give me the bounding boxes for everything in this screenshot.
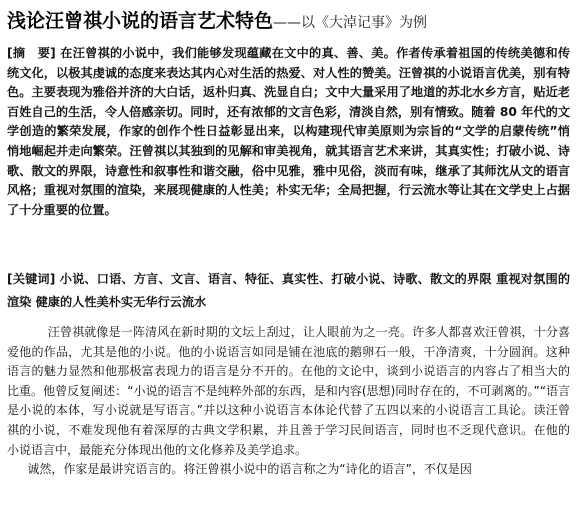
article-title — [7, 6, 572, 34]
keywords-block — [7, 268, 570, 314]
abstract-text: 在汪曾祺的小说中，我们能够发现蕴藏在文中的真、善、美。作者传承着祖国的传统美德和传统文化，以极其虔诚的态度来表达其内心对生活的热爱、对人性的赞美。汪曾祺的小说语言优美，别有特色。主要表现为雅俗并济的大白话，返朴归真、洗显自白；文中大量采用了地道的苏北水乡方言，贴近老百姓自己的生活，令人倍感亲切。同时，还有浓郁的文言色彩，清淡自然，别有情致。随着 80 年代的文学创造的繁荣发展，作家的创作个性日益彰显出来，以构建现代审美原则为宗旨的“文学的启蒙传统”悄悄地崛起并走向繁荣。汪曾祺以其独到的见解和审美视角，就其语言艺术来讲，其真实性；打破小说、诗歌、散文的界限，诗意性和叙事性和谐交融，俗中见雅，雅中见俗，淡而有味，继承了其师沈从文的语言风格；重视对氛围的渲染，来展现健康的人性美；朴实无华；全局把握，行云流水等让其在文学史上占据了十分重要的位置。 — [7, 46, 571, 217]
body-paragraph: 诚然，作家是最讲究语言的。将汪曾祺小说中的语言称之为“诗化的语言”，不仅是因 — [27, 462, 472, 477]
body-paragraph: 汪曾祺就像是一阵清风在新时期的文坛上刮过，让人眼前为之一亮。许多人都喜欢汪曾祺，十分喜爱他的作品，尤其是他的小说。他的小说语言如同是铺在池底的鹅卵石一般，干净清爽，十分圆润。这种语言的魅力显然和他那极富表现力的语言是分不开的。在他的文论中，谈到小说语言的内容占了相当大的比重。他曾反复阐述：“小说的语言不是纯粹外部的东西，是和内容(思想)同时存在的，不可剥离的。”“语言是小说的本体，写小说就是写语言。”并以这种小说语言本体论代替了五四以来的小说语言工具论。读汪曾祺的小说，不难发现他有着深厚的古典文学积累，并且善于学习民间语言，同时也不乏现代意识。在他的小说语言中，最能充分体现出他的文化修养及美学追求。 — [7, 325, 570, 457]
article-body — [7, 323, 570, 480]
title-main: 浅论汪曾祺小说的语言艺术特色 — [7, 10, 274, 32]
title-subtitle: ——以《大淖记事》为例 — [273, 15, 428, 31]
keywords-label: [关键词] — [7, 272, 56, 286]
abstract-label: [摘 要] — [7, 46, 56, 60]
abstract-block — [7, 44, 570, 220]
keywords-text: 小说、口语、方言、文言、语言、特征、真实性、打破小说、诗歌、散文的界限 重视对氛围的渲染 健康的人性美朴实无华行云流水 — [7, 272, 571, 309]
